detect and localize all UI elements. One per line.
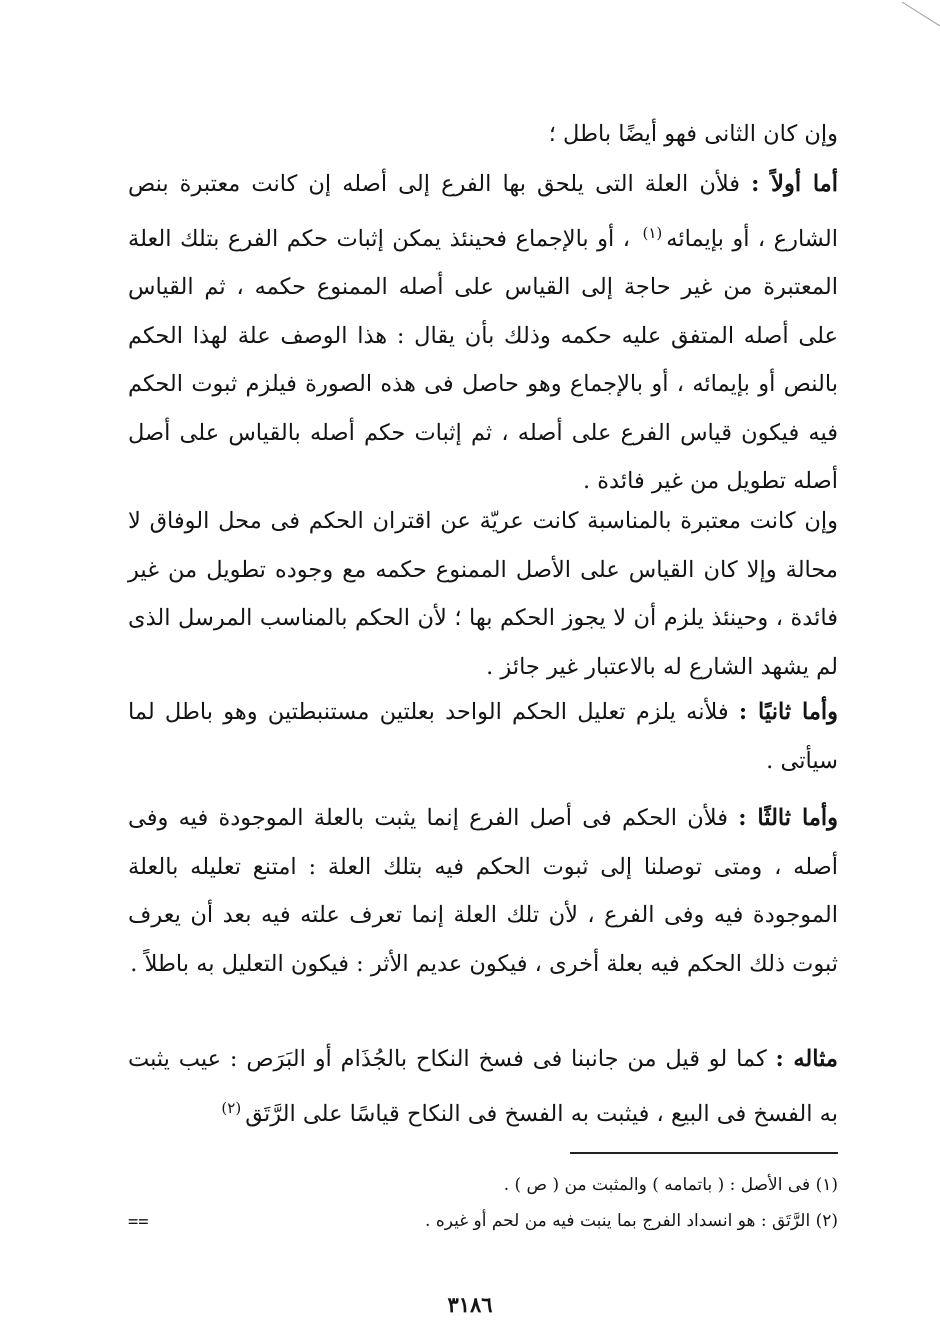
footnote-1: (١) فى الأصل : ( باتمامه ) والمثبت من ( ص ) . [503, 1175, 838, 1195]
paragraph-fourth [128, 794, 838, 988]
paragraph-first [128, 160, 838, 506]
paragraph-fourth-text: فلأن الحكم فى أصل الفرع إنما يثبت بالعلة الموجودة فيه وفى أصله ، ومتى توصلنا إلى ثبوت الحكم فيه بتلك العلة : امتنع تعليله بالعلة الموجودة فيه وفى الفرع ، لأن تلك العلة إنما تعرف علته فيه بعد أن يعرف ثبوت ذلك الحكم فيه بعلة أخرى ، فيكون عديم الأثر : فيكون التعليل به باطلاً . [128, 805, 838, 977]
paragraph-third-text: فلأنه يلزم تعليل الحكم الواحد بعلتين مستنبطتين وهو باطل لما سيأتى . [128, 699, 838, 774]
paragraph-second-text: وإن كانت معتبرة بالمناسبة كانت عريّة عن اقتران الحكم فى محل الوفاق لا محالة وإلا كان القياس على الأصل الممنوع حكمه مع وجوده تطويل من غير فائدة ، وحينئذ يلزم أن لا يجوز الحكم بها ؛ لأن الحكم بالمناسب المرسل الذى لم يشهد الشارع له بالاعتبار غير جائز . [128, 508, 838, 680]
scan-corner-mark [900, 0, 940, 30]
paragraph-second [128, 497, 838, 691]
opening-line: وإن كان الثانى فهو أيضًا باطل ؛ [548, 121, 838, 147]
paragraph-fifth [128, 1035, 838, 1138]
footnote-2: (٢) الرَّتَق : هو انسداد الفرج بما ينبت فيه من لحم أو غيره . [425, 1211, 838, 1231]
continuation-mark: == [128, 1212, 149, 1232]
paragraph-fifth-text: كما لو قيل من جانبنا فى فسخ النكاح بالجُذَام أو البَرَص : عيب يثبت به الفسخ فى البيع ، فيثبت به الفسخ فى النكاح قياسًا على الرَّتَق [128, 1046, 838, 1127]
line-1 [128, 110, 838, 159]
heading-third: وأما ثالثًا : [738, 805, 838, 831]
heading-example: مثاله : [775, 1046, 838, 1072]
paragraph-first-text-b: ، أو بالإجماع فحينئذ يمكن إثبات حكم الفرع بتلك العلة المعتبرة من غير حاجة إلى القياس على أصله الممنوع حكمه ، ثم القياس على أصله المتفق عليه حكمه وذلك بأن يقال : هذا الوصف علة لهذا الحكم بالنص أو بإيمائه ، أو بالإجماع وهو حاصل فى هذه الصورة فيلزم ثبوت الحكم فيه فيكون قياس الفرع على أصله ، ثم إثبات حكم أصله بالقياس على أصل أصله تطويل من غير فائدة . [128, 225, 838, 494]
paragraph-third [128, 688, 838, 785]
footnote-separator [570, 1152, 838, 1154]
heading-second: وأما ثانيًا : [738, 699, 838, 725]
page-number: ٣١٨٦ [447, 1292, 493, 1317]
footnote-ref-1: (١) [642, 223, 663, 242]
heading-first: أما أولاً : [751, 171, 838, 197]
footnote-ref-2: (٢) [221, 1098, 242, 1117]
paragraph-first-text-a: فلأن العلة التى يلحق بها الفرع إلى أصله إن كانت معتبرة بنص الشارع ، أو بإيمائه [128, 171, 838, 252]
